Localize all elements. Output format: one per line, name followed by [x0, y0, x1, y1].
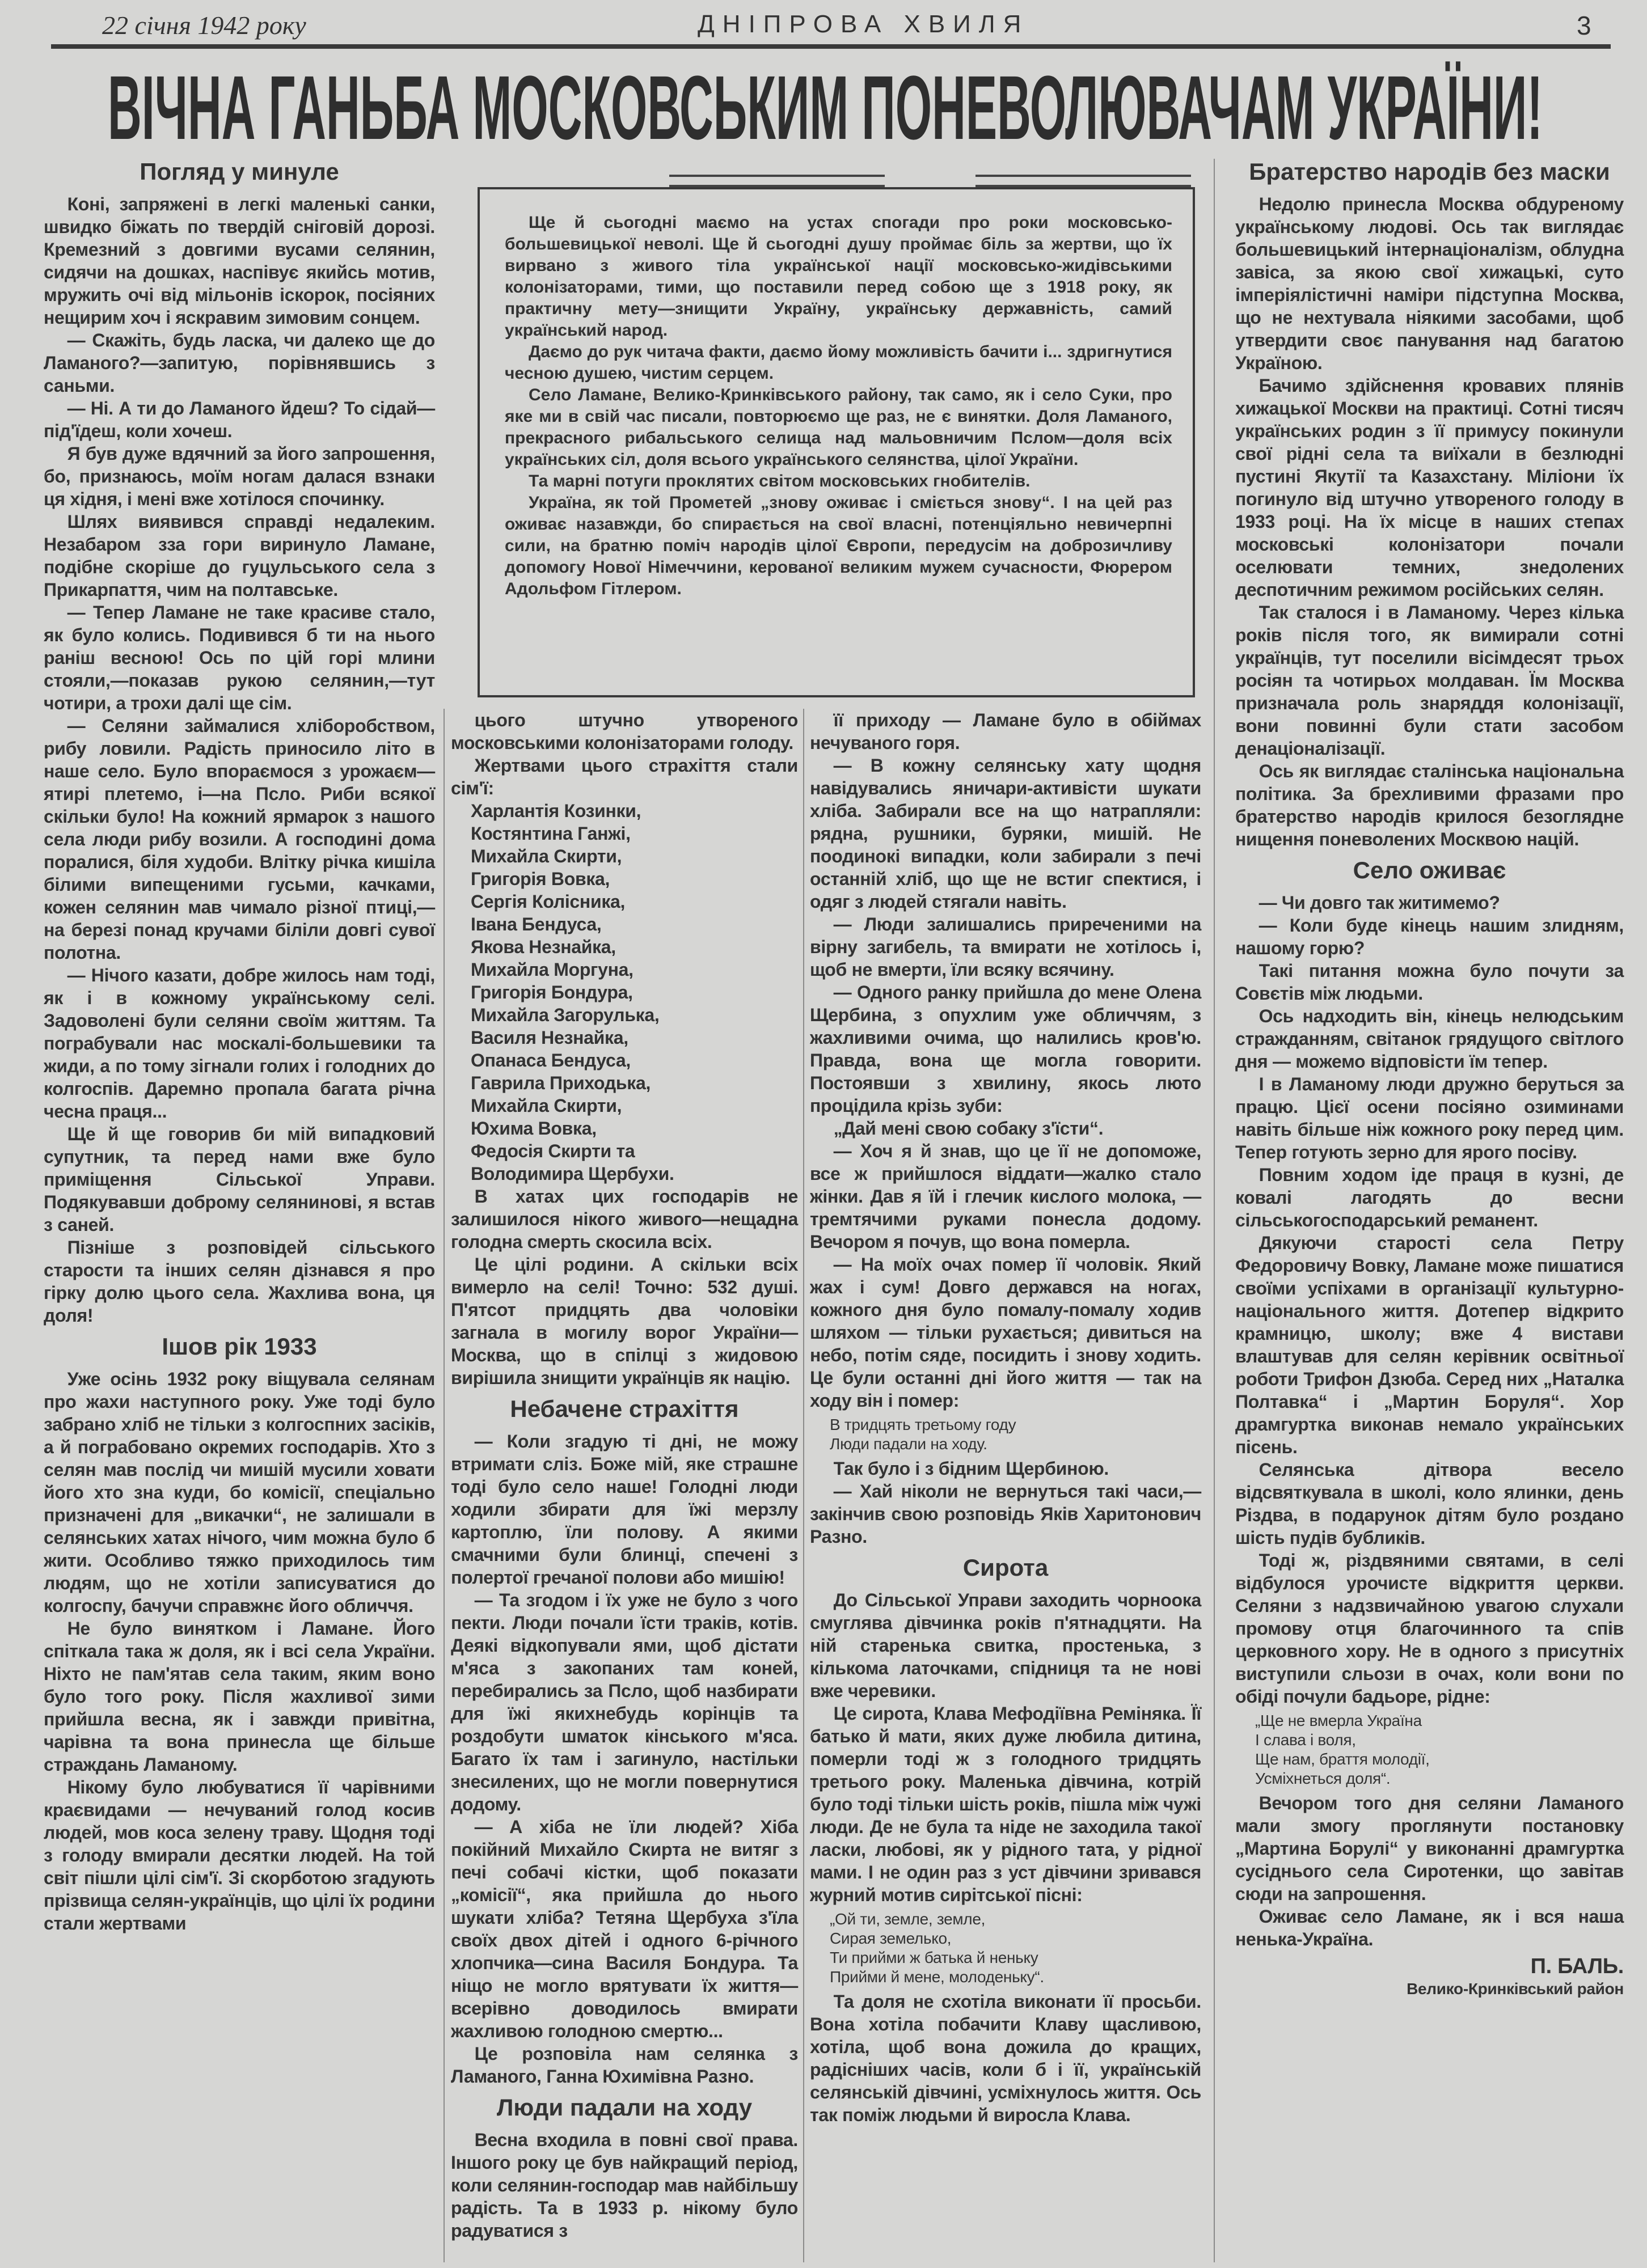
victim-family-name: Михайла Загорулька,	[471, 1005, 660, 1025]
paragraph: Оживає село Ламане, як і вся наша ненька-Україна.	[1235, 1906, 1624, 1949]
victim-family-name: Опанаса Бендуса,	[471, 1050, 631, 1070]
paragraph: Пізніше з розповідей сільського старости та інших селян дізнався я про гірку долю цього села. Жахлива вона, ця доля!	[44, 1237, 435, 1326]
paragraph: Так сталося і в Ламаному. Через кілька років після того, як вимирали сотні українців, тут поселили вісімдесят трьох росіян та чотирьох молдаван. Їм Москва призначала роль знаряддя колонізації, вони повинні були стати засобом денаціоналізації.	[1235, 602, 1624, 759]
paragraph: Це сирота, Клава Мефодіївна Реміняка. Її батько й мати, яких дуже любила дитина, померли тоді ж з голодного тридцять третього року. Маленька дівчина, котрій було тоді тільки шість років, пішла між чужі люди. Де не була та ніде не заходила такої ласки, любові, як у рідного тата, у рідної мами. І не один раз з уст дівчини зривався журний мотив сирітської пісні:	[810, 1703, 1201, 1905]
paragraph: Коні, запряжені в легкі маленькі санки, швидко біжать по твердій сніговій дорозі. Кремезний з довгими вусами селянин, сидячи на дошках, наспівує якийсь мотив, мружить очі від мільонів іскорок, посіяних нещирим хоч і яскравим зимовим сонцем.	[44, 194, 435, 328]
paragraph: Дякуючи старості села Петру Федоровичу Вовку, Ламане може пишатися своїми успіхами в організації культурно-національного життя. Дотепер відкрито крамницю, школу; вже 4 вистави влаштував для селян керівник освітньої роботи Трифон Дзюба. Серед них „Наталка Полтавка“ і „Мартин Боруля“. Хор драмгуртка виконав немало українських пісень.	[1235, 1233, 1624, 1457]
column-divider	[444, 709, 445, 2262]
paragraph: — Та згодом і їх уже не було з чого пекти. Люди почали їсти траків, котів. Деякі відкопували ями, щоб дістати м'яса з закопаних там коней, перебирались за Псло, щоб назбирати для їжі якихнебудь корінців та роздобути шматок кінського м'яса. Багато їх там і загинуло, настільки знесилених, що не могли повернутися додому.	[451, 1590, 798, 1814]
poem-line: І слава і воля,	[1255, 1731, 1356, 1749]
paragraph: Так було і з бідним Щербиною.	[833, 1458, 1109, 1479]
paragraph: Уже осінь 1932 року віщувала селянам про жахи наступного року. Уже тоді було забрано хліб не тільки з колгоспних засіків, а й пограбовано окремих господарів. Хто з селян мав послід чи мишій мусили ховати його хто зна куди, бо комісії, спеціально призначені для „викачки“, не залишали в селянських хатах нічого, чим можна було б жити. Особливо тяжко приходилось тим людям, що не хотіли записуватися до колгоспу, бачучи справжнє його обличчя.	[44, 1369, 435, 1616]
victim-family-name: Григорія Вовка,	[471, 869, 610, 889]
paragraph: Ще й ще говорив би мій випадковий супутник, та перед нами вже було приміщення Сільської Управи. Подякувавши доброму селянинові, я встав з саней.	[44, 1124, 435, 1235]
paragraph: — Коли буде кінець нашим злидням, нашому горю?	[1235, 915, 1624, 958]
paragraph: — Коли згадую ті дні, не можу втримати сліз. Боже мій, яке страшне тоді було село наше! Голодні люди ходили збирати для їжі мерзлу картоплю, їли полову. А якими смачними були блинці, спечені з полертої гречаної полови або мишію!	[451, 1431, 798, 1588]
paragraph: Такі питання можна було почути за Совєтів між людьми.	[1235, 960, 1624, 1004]
article-heading: Люди падали на ходу	[496, 2094, 753, 2121]
paragraph: Ось надходить він, кінець нелюдським стражданням, світанок грядущого світлого дня — можемо відповісти їм тепер.	[1235, 1006, 1624, 1072]
paragraph: — Селяни займалися хліборобством, рибу ловили. Радість приносило літо в наше село. Було впораємося з урожаєм—ятирі плетемо, і—на Псло. Риби всякої скільки було! На кожний ярмарок з нашого села люди рибу возили. А господині дома поралися, біля худоби. Влітку річка кишіла білими випещеними гусьми, качками, кожен селянин мав чимало різної птиці,—на березі понад кручами біліли довгі сувої полотна.	[44, 716, 435, 963]
newspaper-title: ДНІПРОВА ХВИЛЯ	[698, 10, 1029, 38]
poem-line: „Ой ти, земле, земле,	[830, 1910, 986, 1928]
victim-family-name: Володимира Щербухи.	[471, 1163, 674, 1184]
paragraph: Тоді ж, різдвяними святами, в селі відбулося урочисте відкриття церкви. Селяни з надзвичайною увагою слухали промову отця благочинного та спів церковного хору. Не в одного з присутніх виступили сльози в очах, коли вони по обіді почули бадьоре, рідне:	[1235, 1550, 1624, 1707]
paragraph: цього штучно утвореного московськими колонізаторами голоду.	[451, 710, 798, 753]
article-heading: Село оживає	[1353, 857, 1506, 883]
paragraph: В хатах цих господарів не залишилося нікого живого—нещадна голодна смерть скосила всіх.	[451, 1186, 798, 1252]
paragraph: Шлях виявився справді недалеким. Незабаром зза гори виринуло Ламане, подібне скоріше до гуцульського села з Прикарпаття, чим на полтавське.	[44, 511, 435, 600]
poem-line: „Ще не вмерла Україна	[1255, 1712, 1422, 1729]
article-heading: Небачене страхіття	[510, 1395, 739, 1422]
page-number: 3	[1577, 11, 1591, 40]
victim-family-name: Михайла Скирти,	[471, 1095, 622, 1116]
victim-family-name: Михайла Скирти,	[471, 846, 622, 866]
paragraph: — На моїх очах помер її чоловік. Який жах і сум! Довго держався на ногах, кожного дня було помалу-помалу ходив шляхом — тільки рухається; дивиться на небо, потім сяде, посидить і знову ходить. Це були останні дні його життя — так на ходу він і помер:	[810, 1254, 1201, 1411]
paragraph: Весна входила в повні свої права. Іншого року це був найкращий період, коли селянин-господар мав найбільшу радість. Та в 1933 р. нікому було радуватися з	[451, 2130, 798, 2241]
paragraph: Жертвами цього страхіття стали сім'ї:	[451, 755, 798, 798]
victim-family-name: Михайла Моргуна,	[471, 959, 634, 980]
column-divider	[803, 709, 804, 2262]
article-heading: Сирота	[962, 1554, 1049, 1581]
paragraph: Та доля не схотіла виконати її просьби. Вона хотіла побачити Клаву щасливою, хотіла, щоб вона дожила до кращих, радісніших часів, коли б і її, українській селянській дівчині, усміхнулось життя. Ось так поміж людьми й виросла Клава.	[810, 1991, 1201, 2125]
box-ornament-left	[669, 175, 885, 187]
paragraph: — Скажіть, будь ласка, чи далеко ще до Ламаного?—запитую, порівнявшись з саньми.	[44, 330, 435, 396]
column-2	[451, 709, 798, 2242]
article-heading: Братерство народів без маски	[1249, 158, 1610, 185]
paragraph: — Люди залишались приреченими на вірну загибель, та вмирати не хотілось і, щоб не вмерти, їли всяку всячину.	[810, 914, 1201, 980]
paragraph: До Сільської Управи заходить чорноока смуглява дівчинка років п'ятнадцяти. На ній старенька свитка, простенька, з кількома латочками, спідниця та не нові вже черевики.	[810, 1590, 1201, 1701]
article-heading: Погляд у минуле	[140, 158, 339, 185]
victim-family-name: Якова Незнайка,	[471, 937, 616, 957]
poem-line: Усміхнеться доля“.	[1255, 1770, 1391, 1787]
victim-family-name: Гаврила Приходька,	[471, 1073, 651, 1093]
paragraph: Село Ламане, Велико-Кринківського району, так само, як і село Суки, про яке ми в свій час писали, повторюємо ще раз, не є винятки. Доля Ламаного, прекрасного рибальського селища над мальовничим Пслом—доля всіх українських сіл, доля всього українського селянства, цілої України.	[505, 386, 1172, 469]
victim-family-name: Костянтина Ганжі,	[471, 823, 631, 844]
paragraph: її приходу — Ламане було в обіймах нечуваного горя.	[810, 710, 1201, 753]
victim-family-name: Юхима Вовка,	[471, 1118, 597, 1139]
paragraph: — Одного ранку прийшла до мене Олена Щербина, з опухлим уже обличчям, з жахливими очима, що налились кров'ю. Правда, вона ще могла говорити. Постоявши з хвилину, якось люто процідила крізь зуби:	[810, 982, 1201, 1116]
paragraph: І в Ламаному люди дружно беруться за працю. Цієї осени посіяно озиминами навіть більше ніж кожного року перед цим. Тепер готують зерно для ярого посіву.	[1235, 1074, 1624, 1162]
paragraph: Я був дуже вдячний за його запрошення, бо, признаюсь, моїм ногам далася взнаки ця хідня, і мені вже хотілося спочинку.	[44, 443, 435, 509]
paragraph: — Хоч я й знав, що це її не допоможе, все ж прийшлося віддати—жалко стало жінки. Дав я їй і глечик кислого молока, — тремтячими руками понесла додому. Вечором я почув, що вона померла.	[810, 1141, 1201, 1252]
paragraph: Україна, як той Прометей „знову оживає і сміється знову“. І на цей раз оживає назавжди, бо спирається на свої власні, потенціяльно невичерпні сили, на братню поміч народів цілої Європи, передусім на доброзичливу допомогу Нової Німеччини, керованої великим мужем сучасности, Фюрером Адольфом Гітлером.	[505, 493, 1172, 598]
column-4	[1235, 152, 1624, 2000]
author-signature: П. БАЛЬ.	[1530, 1954, 1624, 1978]
paragraph: Це розповіла нам селянка з Ламаного, Ганна Юхимівна Разно.	[451, 2043, 798, 2087]
victim-family-name: Івана Бендуса,	[471, 914, 602, 934]
column-divider	[1214, 159, 1215, 2262]
issue-date: 22 січня 1942 року	[102, 11, 306, 40]
victim-family-name: Харлантія Козинки,	[471, 801, 641, 821]
paragraph: — Нічого казати, добре жилось нам тоді, як і в кожному українському селі. Задоволені були селяни своїм життям. Та пограбували нас москалі-большевики та жиди, а по тому зігнали голих і голодних до колгоспів. Даремно пропала багата річна чесна праця...	[44, 965, 435, 1122]
paragraph: — Чи довго так житимемо?	[1259, 892, 1500, 913]
paragraph: Недолю принесла Москва обдуреному українському людові. Ось так виглядає большевицький інтернаціоналізм, облудна завіса, за якою свої хижацькі, суто імперіялістичні наміри підступна Москва, що не нехтувала ніякими засобами, щоб утвердити своє панування над багатою Україною.	[1235, 194, 1624, 373]
poem-line: В тридцять третьому году	[830, 1416, 1016, 1433]
poem-line: Ще нам, браття молодії,	[1255, 1750, 1430, 1768]
paragraph: Вечором того дня селяни Ламаного мали змогу проглянути постановку „Мартина Борулі“ у виконанні драмгуртка сусіднього села Сиротенки, що завітав сюди на запрошення.	[1235, 1793, 1624, 1904]
poem-quote	[830, 1910, 1201, 1987]
paragraph: Селянська дітвора весело відсвяткувала в школі, коло ялинки, день Різдва, в подарунок дітям було роздано шість пудів бубликів.	[1235, 1459, 1624, 1548]
main-headline-graphic	[108, 54, 1548, 150]
main-headline-container	[108, 54, 1548, 150]
paragraph: Не було винятком і Ламане. Його спіткала така ж доля, як і всі села України. Ніхто не пам'ятав села таким, яким воно було того року. Після жахливої зими прийшла весна, як і завжди привітна, чарівна та вона принесла ще більше страждань Ламаному.	[44, 1618, 435, 1775]
victim-family-name: Григорія Бондура,	[471, 982, 633, 1002]
victim-family-name: Василя Незнайка,	[471, 1027, 628, 1048]
author-location: Велико-Кринківський район	[1407, 1980, 1624, 1998]
paragraph: Та марні потуги проклятих світом московських гнобителів.	[529, 472, 1031, 490]
paragraph: Нікому було любуватися її чарівними краєвидами — нечуваний голод косив людей, мов коса зелену траву. Щодня тоді з голоду вмирали десятки людей. На той світ пішли цілі сім'ї. Зі скорботою згадують прізвища селян-українців, що цілі їх родини стали жертвами	[44, 1777, 435, 1933]
poem-line: Сирая земелько,	[830, 1930, 952, 1947]
paragraph: — В кожну селянську хату щодня навідувались яничари-активісти шукати хліба. Забирали все на що натрапляли: рядна, рушники, буряки, мишій. Не поодинокі випадки, коли забирали з печі останній хліб, що ще не встиг спектися, і одяг з людей стягали навіть.	[810, 755, 1201, 912]
paragraph: Це цілі родини. А скільки всіх вимерло на селі! Точно: 532 душі. П'ятсот придцять два чоловіки загнала в могилу ворог України—Москва, що в спілці з жидовою вирішила знищити українців як націю.	[451, 1254, 798, 1388]
poem-quote	[1255, 1711, 1624, 1788]
paragraph: — А хіба не їли людей? Хіба покійний Михайло Скирта не витяг з печі собачі кістки, щоб показати „комісії“, яка прийшла до нього шукати хліба? Тетяна Щербуха з'їла своїх двох дітей і одного 6-річного хлопчика—сина Василя Бондура. Та ніщо не могло врятувати їх життя—всерівно доводилось вмирати жахливою голодною смертю...	[451, 1817, 798, 2041]
header-rule	[51, 44, 1611, 49]
paragraph: Даємо до рук читача факти, даємо йому можливість бачити і... здригнутися чесною душею, чистим серцем.	[505, 342, 1172, 383]
paragraph: Повним ходом іде праця в кузні, де ковалі лагодять до весни сільськогосподарський реманент.	[1235, 1165, 1624, 1230]
victim-family-name: Федосія Скирти та	[471, 1141, 635, 1161]
main-headline: ВІЧНА ГАНЬБА МОСКОВСЬКИМ ПОНЕВОЛЮВАЧАМ УКРАЇНИ!	[108, 57, 1543, 150]
editorial-box	[478, 187, 1195, 697]
poem-quote	[830, 1415, 1201, 1454]
paragraph: — Тепер Ламане не таке красиве стало, як було колись. Подивився б ти на нього раніш весною! Ось по цій горі млини стояли,—показав рукою селянин,—тут чотири, а трохи далі ще сім.	[44, 602, 435, 713]
paragraph: — Ні. А ти до Ламаного йдеш? То сідай—під'їдеш, коли хочеш.	[44, 398, 435, 441]
paragraph: „Дай мені свою собаку з'їсти“.	[833, 1118, 1104, 1139]
poem-line: Люди падали на ходу.	[830, 1435, 987, 1453]
paragraph: — Хай ніколи не вернуться такі часи,—закінчив свою розповідь Яків Харитонович Разно.	[810, 1481, 1201, 1547]
column-1	[44, 152, 435, 1935]
box-ornament-right	[975, 175, 1191, 187]
paragraph: Ось як виглядає сталінська національна політика. За брехливими фразами про братерство народів крилося безоглядне нищення поневолених Москвою націй.	[1235, 761, 1624, 849]
poem-line: Ти прийми ж батька й неньку	[830, 1949, 1038, 1966]
article-heading: Ішов рік 1933	[162, 1333, 317, 1360]
poem-line: Прийми й мене, молоденьку“.	[830, 1968, 1044, 1986]
victim-family-name: Сергія Колісника,	[471, 891, 626, 912]
paragraph: Бачимо здійснення кровавих плянів хижацької Москви на практиці. Сотні тисяч українських родин з її примусу покинули свої рідні села та виїхали в безлюдні пустині Якутії та Казахстану. Міліони їх погинуло від штучно утвореного голоду в 1933 році. На їх місце в наших степах московські колонізатори почали оселювати темних, знедолених деспотичним режимом російських селян.	[1235, 375, 1624, 600]
paragraph: Ще й сьогодні маємо на устах спогади про роки московсько-большевицької неволі. Ще й сьогодні душу проймає біль за жертви, що їх вирвано з живого тіла української нації московсько-жидівськими колонізаторами, тими, що поставили перед собою ще з 1918 року, як практичну мету—знищити Україну, українську державність, самий український народ.	[505, 213, 1172, 340]
column-3	[810, 709, 1201, 2126]
